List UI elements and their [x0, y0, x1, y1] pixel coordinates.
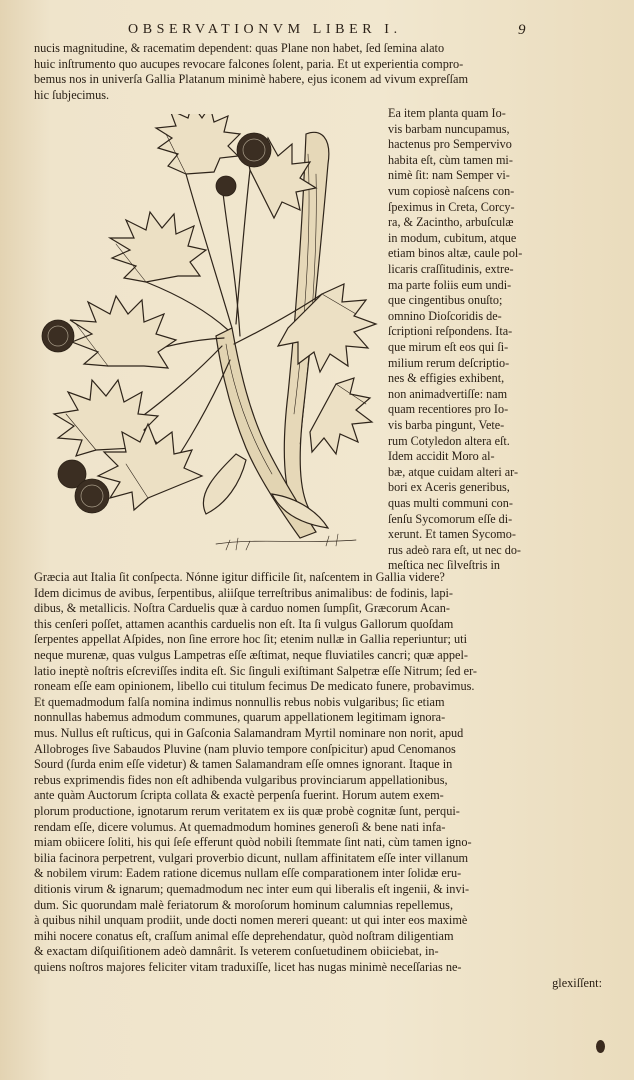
side-text-line: ra, & Zacintho, arbuſculæ	[388, 215, 514, 230]
side-text-line: Ea item planta quam Io-	[388, 106, 506, 120]
page-number: 9	[518, 22, 526, 38]
side-text-line: licaris craſſitudinis, extre-	[388, 262, 514, 276]
side-text-line: rus adeò rara eſt, ut nec do-	[388, 542, 521, 557]
side-text-line: non animadvertiſſe: nam	[388, 386, 508, 401]
running-title: OBSERVATIONVM LIBER I.	[128, 22, 402, 37]
body-text-line: ſerpentes appellat Aſpides, non ſine errore hoc ſit; etenim nullæ in Gallia reperiuntur; uti	[34, 632, 468, 647]
intro-text-line: huic inſtrumento quo aucupes revocare falcones ſolent, paria. Et ut experientia compro-	[34, 56, 464, 71]
side-text-line: ma parte foliis eum undi-	[388, 277, 512, 292]
side-text-line: nes & effigies exhibent,	[388, 371, 505, 386]
side-text-line: quas multi communi con-	[388, 496, 513, 510]
body-text-line: Allobroges ſive Sabaudos Pluvine (nam pluvio tempore conſpicitur) apud Cenomanos	[34, 741, 456, 756]
body-text-line: Idem dicimus de avibus, ſerpentibus, aliiſque terreſtribus animalibus: de fodinis, lapi-	[34, 585, 454, 600]
side-text-line: xerunt. Et tamen Sycomo-	[388, 527, 516, 542]
body-text-line: & exactam diſquiſitionem adeò damnârit. Is veterem conſuetudinem obiiciebat, in-	[34, 944, 439, 959]
body-text-line: plorum productione, ignotarum rerum veritatem ex iis quæ probè cognitæ ſunt, perqui-	[34, 804, 460, 818]
body-text-line: & nobilem virum: Eadem ratione dicemus nullam eſſe comparationem inter ſolidæ eru-	[34, 866, 462, 881]
side-text-line: bæ, atque cuidam alteri ar-	[388, 464, 519, 479]
side-text-line: vum copiosè naſcens con-	[388, 184, 515, 198]
body-text-line: Græcia aut Italia ſit conſpecta. Nónne igitur difficile ſit, naſcentem in Gallia videre?	[34, 570, 445, 584]
side-text-line: que cingentibus onuſto;	[388, 293, 503, 308]
body-text-line: miam obiicere ſoliti, his qui ſeſe efferunt quòd nobili ſtemmate ſint nati, cùm tamen igno-	[34, 835, 472, 850]
side-text-line: hactenus pro Sempervivo	[388, 137, 512, 152]
final-line: glexiſſent:	[552, 975, 602, 990]
side-text-line: vis barba pingunt, Vete-	[388, 418, 505, 432]
body-text-line: Sourd (ſurda enim eſſe videtur) & tamen Salamandram eſſe omnes ignorant. Itaque in	[34, 757, 453, 772]
side-text-line: ſpeximus in Creta, Corcy-	[388, 199, 515, 214]
side-text-line: que mirum eſt eos qui ſi-	[388, 340, 509, 354]
ink-spot	[596, 1040, 605, 1053]
side-text-line: rum Cotyledon altera eſt.	[388, 433, 510, 448]
body-text-line: nonnullas habemus admodum communes, quarum appellationem legitimam ignora-	[34, 710, 446, 725]
intro-text-line: bemus nos in univerſa Gallia Platanum minimè habere, ejus iconem ad vivum expreſſam	[34, 72, 469, 87]
body-text-line: quiens noſtros majores feliciter vitam traduxiſſe, licet has nugas minimè neceſſarias ne-	[34, 960, 462, 974]
intro-text-line: hic ſubjecimus.	[34, 87, 110, 102]
side-text-line: ſenſu Sycomorum eſſe di-	[388, 511, 513, 526]
body-text-line: roneam eſſe eam opinionem, libello cui titulum fecimus De medicato funere, probavimus.	[34, 679, 475, 694]
body-text-line: ditionis virum & ignarum; quemadmodum nec inter eum qui liberalis eſt ingenii, & invi-	[34, 882, 470, 896]
body-text-line: à quibus nihil unquam prodiit, unde docti nomen mereri queant: ut qui inter eos maximè	[34, 913, 468, 928]
body-text-line: mus. Nullus eſt ruſticus, qui in Gaſconia Salamandram Myrtil nominare non norit, apud	[34, 726, 464, 740]
body-text-line: rendam eſſe, dicere volumus. At quemadmodum homines generoſi & bene nati infa-	[34, 819, 446, 834]
intro-text-line: nucis magnitudine, & racematim dependent: quas Plane non habet, ſed ſemina alato	[34, 41, 445, 55]
body-text-line: dibus, & metallicis. Noſtra Carduelis quæ à carduo nomen ſumpſit, Græcorum Acan-	[34, 601, 450, 616]
side-text-line: ſcriptioni reſpondens. Ita-	[388, 324, 513, 339]
body-text-line: dum. Sic quorundam malè feriatorum & moroſorum hominum calumnias repellemus,	[34, 897, 454, 912]
body-text-line: rebus exprimendis fides non eſt adhibenda vulgaribus provinciarum appellationibus,	[34, 772, 448, 787]
side-text-line: in modum, cubitum, atque	[388, 230, 517, 245]
body-text-line: mihi nocere conatus eſt, craſſum animal eſſe deprehendatur, quòd noſtram diligentiam	[34, 928, 454, 943]
side-text-line: etiam binos altæ, caule pol-	[388, 246, 523, 261]
plant-woodcut-illustration	[36, 114, 382, 562]
body-text-line: ante quàm Auctorum ſcripta collata & exactè perpenſa fuerint. Horum autem exem-	[34, 788, 444, 803]
side-text-line: nimè ſit: nam Semper vi-	[388, 168, 510, 183]
body-text-line: Et quemadmodum falſa nomina indimus nonnullis rebus nobis vulgaribus; ſic etiam	[34, 694, 445, 709]
side-text-line: milium rerum deſcriptio-	[388, 355, 510, 370]
side-text-line: quam recentiores pro Io-	[388, 402, 509, 417]
body-text-line: latio ineptè noſtris eſcreviſſes indita eſt. Sic ſinguli exiſtimant Salpetræ eſſe Nitrum; ſed er-	[34, 663, 478, 678]
body-text-line: this cenſeri poſſet, attamen acanthis carduelis non eſt. Ita ſi vulgus Gallorum quoſdam	[34, 616, 454, 631]
side-text-line: omnino Dioſcoridis de-	[388, 308, 502, 323]
side-text-line: vis barbam nuncupamus,	[388, 121, 510, 136]
side-text-line: habita eſt, cùm tamen mi-	[388, 152, 513, 167]
side-text-line: bori ex Aceris generibus,	[388, 480, 510, 495]
body-text-line: bilia facinora perpetrent, vulgari proverbio dicunt, nullam affinitatem eſſe inter villanum	[34, 850, 469, 865]
side-text-line: meſtica nec ſilveſtris in	[388, 558, 501, 573]
side-text-line: Idem accidit Moro al-	[388, 449, 495, 464]
body-text-line: neque murenæ, quas vulgus Lampetras eſſe æſtimat, neque fluviatiles cancri; quæ appel-	[34, 648, 469, 662]
